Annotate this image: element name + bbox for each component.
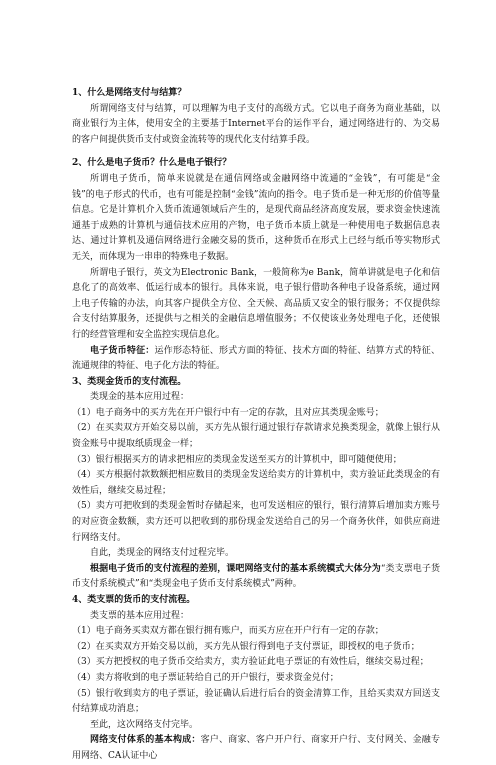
summary-bold: 根据电子货币的支付流程的差别，课吧网络支付的基本系统模式大体分为 (90, 563, 381, 574)
section-4-end: 至此，这次网络支付完毕。 (90, 719, 199, 730)
section-3-step-3: （3）银行根据买方的请求把相应的类现金发送至买方的计算机中，即可随便使用； (72, 454, 402, 465)
section-1-body: 所谓网络支付与结算，可以理解为电子支付的高级方式。它以电子商务为商业基础，以商业银行为主体，使用安全的主要基于Internet平台的运作平台，通过网络进行的、为交易的客户间提供货币支付或资金流转等的现代化支付结算手段。 (72, 103, 440, 145)
section-1-title: 1、什么是网络支付与结算？ (72, 88, 187, 98)
section-4-step-5: （5）银行收到卖方的电子票证，验证确认后进行后台的资金清算工作，且给买卖双方回送支付结算成功消息； (72, 688, 440, 715)
section-3-step-1: （1）电子商务中的买方先在开户银行中有一定的存款，且对应其类现金账号； (72, 407, 384, 418)
section-4-step-2: （2）在买卖双方开始交易以前，买方先从银行得到电子支付票证，即授权的电子货币； (72, 641, 420, 652)
document-page (72, 86, 440, 765)
section-3-summary (72, 562, 440, 593)
section-4-step-1: （1）电子商务买卖双方都在银行拥有账户，而买方应在开户行有一定的存款； (72, 626, 384, 637)
section-2-paragraph-2: 所谓电子银行，英文为Electronic Bank，一般简称为e Bank，简单讲就是电子化和信息化了的高效率、低运行成本的银行。具体来说，电子银行借助各种电子设备系统，通过网上电子传输的办法，向其客户提供全方位、全天候、高品质又安全的银行服务；不仅提供综合支付结算服务，还提供与之相关的金融信息增值服务；不仅使该业务处理电子化，还使银行的经营管理和安全监控实现信息化。 (72, 267, 440, 340)
system-text: 客户、商家、客户开户行、商家开户行、支付网关、金融专用网络、CA认证中心 (72, 735, 440, 761)
section-3-end: 自此，类现金的网络支付过程完毕。 (90, 548, 235, 559)
section-3-step-2: （2）在买卖双方开始交易以前，买方先从银行通过银行存款请求兑换类现金，就像上银行从资金账号中提取纸质现金一样； (72, 423, 440, 450)
section-3-step-5: （5）卖方可把收到的类现金暂时存储起来，也可发送相应的银行，银行清算后增加卖方账号的对应资金数额，卖方还可以把收到的那份现金发送给自己的另一个商务伙伴，如供应商进行网络支付。 (72, 501, 440, 543)
section-2-features (72, 344, 440, 375)
section-4-title: 4、类支票的货币的支付流程。 (72, 595, 196, 605)
section-3-title: 3、类现金货币的支付流程。 (72, 376, 187, 387)
section-3-step-4: （4）买方根据付款数额把相应数目的类现金发送给卖方的计算机中，卖方验证此类现金的有效性后，继续交易过程； (72, 470, 440, 496)
section-2-paragraph-1: 所谓电子货币，简单来说就是在通信网络或金融网络中流通的“金钱”，有可能是“金钱”的电子形式的代币，也有可能是控制“金钱”流向的指令。电子货币是一种无形的价值等量信息。它是计算机介入货币流通领域后产生的，是现代商品经济高度发展，要求资金快速流通基于成熟的计算机与通信技术应用的产物，电子货币本质上就是一种使用电子数据信息表达、通过计算机及通信网络进行金融交易的货币，这种货币在形式上已经与纸币等实物形式无关，而体现为一串串的特殊电子数据。 (72, 173, 440, 262)
section-3-intro: 类现金的基本应用过程： (90, 392, 190, 403)
section-4-step-3: （3）买方把授权的电子货币交给卖方，卖方验证此电子票证的有效性后，继续交易过程； (72, 657, 429, 668)
features-label: 电子货币特征： (90, 345, 155, 356)
system-label: 网络支付体系的基本构成： (90, 735, 201, 746)
summary-tail: “类支票电子货币支付系统模式”和“类现金电子货币支付系统模式”两种。 (72, 563, 440, 590)
section-4-step-4: （4）卖方将收到的电子票证转给自己的开户银行，要求资金兑付； (72, 672, 339, 683)
section-2-title: 2、什么是电子货币？什么是电子银行？ (72, 158, 232, 169)
features-text: 运作形态特征、形式方面的特征、技术方面的特征、结算方式的特征、流通规律的特征、电子化方法的特征。 (72, 345, 440, 372)
section-4-system (72, 733, 440, 764)
section-4-intro: 类支票的基本应用过程： (90, 610, 190, 621)
